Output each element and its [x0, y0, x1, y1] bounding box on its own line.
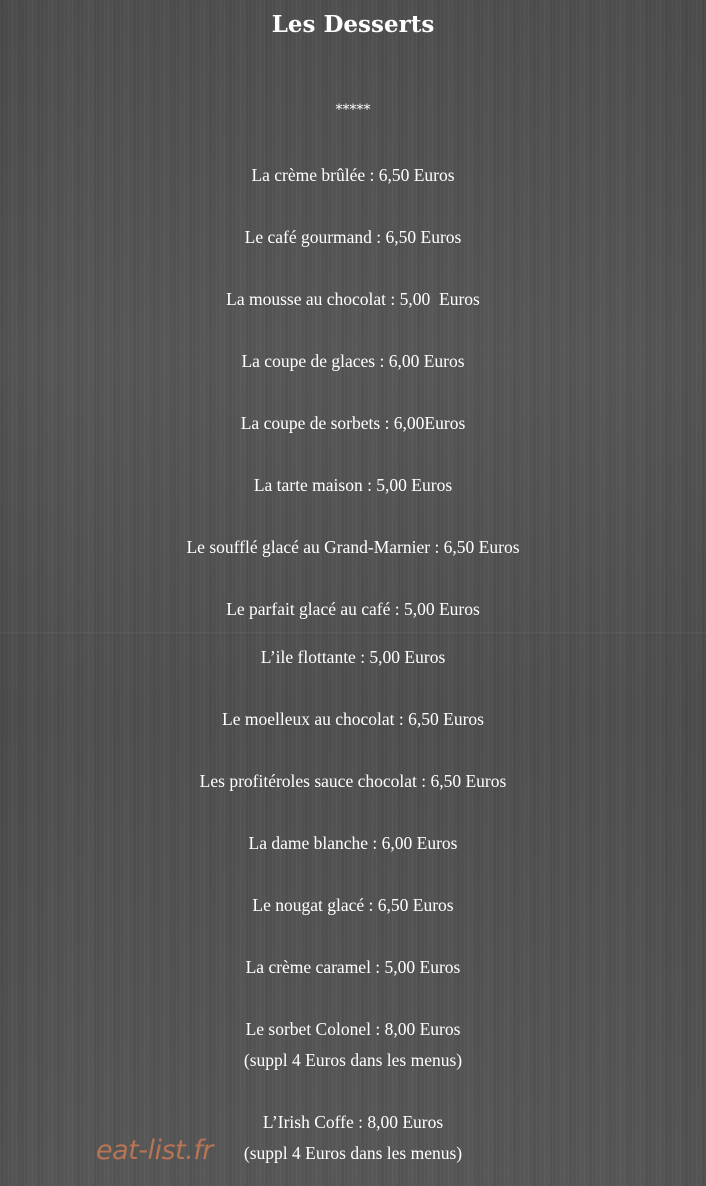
- menu-item-creme-caramel: La crème caramel : 5,00 Euros: [245, 957, 461, 977]
- menu-item-parfait-glace: Le parfait glacé au café : 5,00 Euros: [226, 599, 480, 619]
- separator-stars: *****: [335, 102, 371, 118]
- menu-item-tarte-maison: La tarte maison : 5,00 Euros: [253, 475, 453, 495]
- board-seam: [0, 632, 706, 636]
- watermark: eat-list.fr: [96, 1135, 213, 1166]
- menu-item-mousse-chocolat: La mousse au chocolat : 5,00 Euros: [226, 289, 480, 309]
- menu-item-creme-brulee: La crème brûlée : 6,50 Euros: [251, 165, 455, 185]
- menu-item-souffle-glace: Le soufflé glacé au Grand-Marnier : 6,50 Euros: [186, 537, 520, 557]
- menu-item-moelleux-chocolat: Le moelleux au chocolat : 6,50 Euros: [222, 709, 484, 729]
- menu-item-nougat-glace: Le nougat glacé : 6,50 Euros: [252, 895, 454, 915]
- menu-title: Les Desserts: [271, 11, 435, 38]
- menu-item-ile-flottante: L’ile flottante : 5,00 Euros: [260, 647, 446, 667]
- menu-item-profiteroles: Les profitéroles sauce chocolat : 6,50 Euros: [199, 771, 507, 791]
- menu-item-cafe-gourmand: Le café gourmand : 6,50 Euros: [244, 227, 462, 247]
- menu-item-note: (suppl 4 Euros dans les menus): [243, 1050, 463, 1070]
- menu-item-coupe-sorbets: La coupe de sorbets : 6,00Euros: [240, 413, 466, 433]
- menu-item-irish-coffee: L’Irish Coffe : 8,00 Euros: [262, 1112, 444, 1132]
- menu-item-note: (suppl 4 Euros dans les menus): [243, 1143, 463, 1163]
- menu-item-dame-blanche: La dame blanche : 6,00 Euros: [248, 833, 458, 853]
- menu-item-coupe-glaces: La coupe de glaces : 6,00 Euros: [241, 351, 465, 371]
- menu-item-sorbet-colonel: Le sorbet Colonel : 8,00 Euros: [245, 1019, 461, 1039]
